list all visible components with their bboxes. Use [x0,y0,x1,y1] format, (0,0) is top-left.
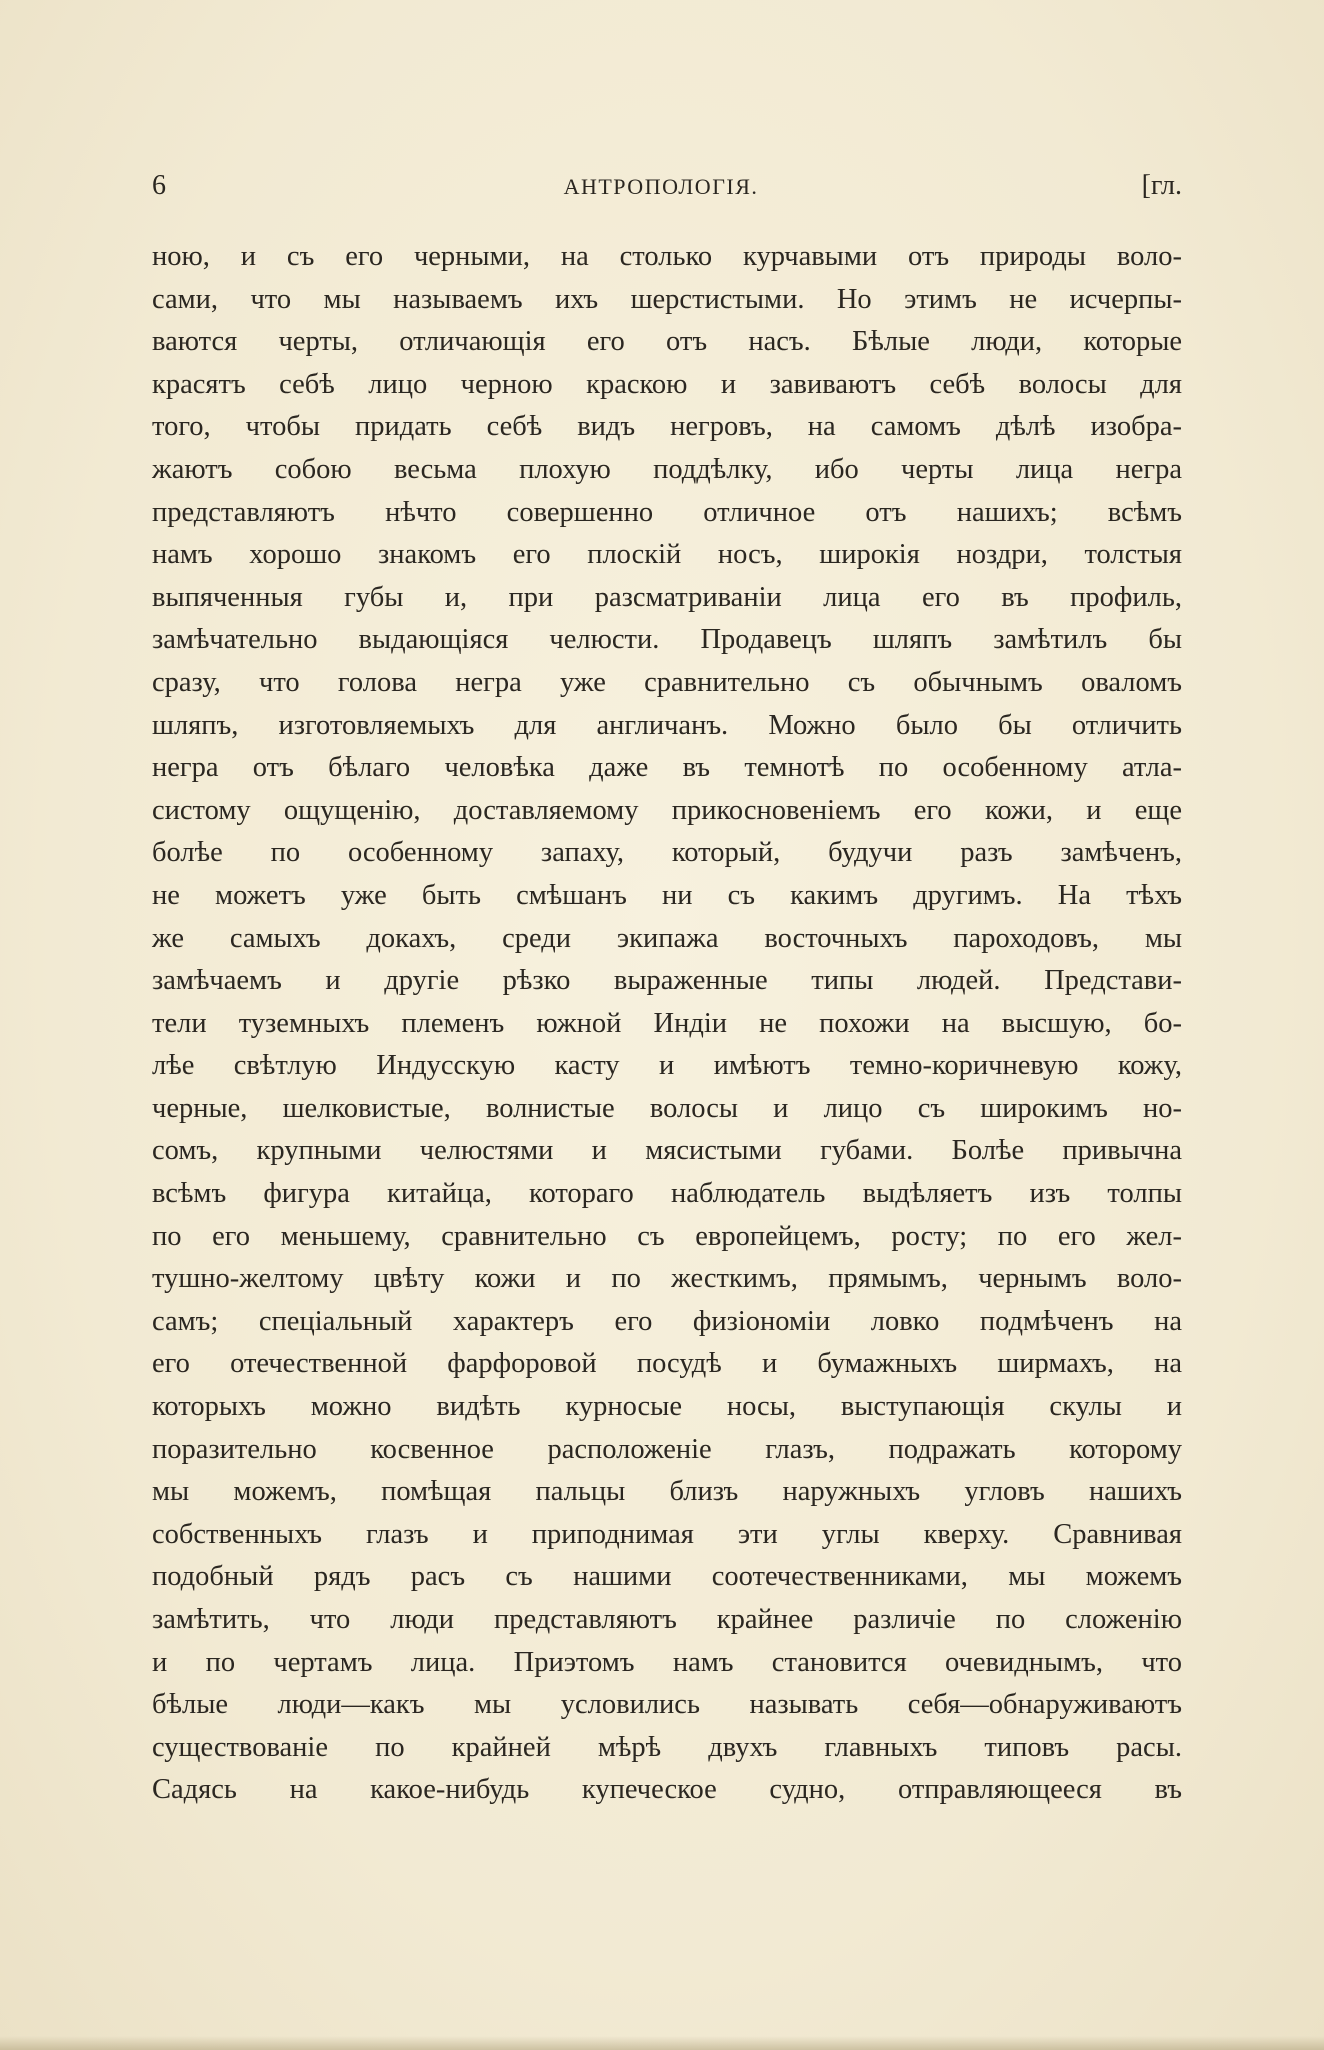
running-head [152,170,1182,210]
text-line: болѣе по особенному запаху, который, будучи разъ замѣченъ, [152,837,1182,869]
text-line: жаютъ собою весьма плохую поддѣлку, ибо черты лица негра [152,453,1182,485]
text-line: шляпъ, изготовляемыхъ для англичанъ. Можно было бы отличить [152,709,1182,741]
text-line: которыхъ можно видѣть курносые носы, выступающія скулы и [152,1391,1182,1423]
text-line: ваются черты, отличающія его отъ насъ. Бѣлые люди, которые [152,326,1182,358]
text-line: сразу, что голова негра уже сравнительно съ обычнымъ оваломъ [152,666,1182,698]
page-edge-shadow [0,2036,1324,2050]
chapter-marker: [гл. [1141,170,1182,201]
text-line: замѣчаемъ и другіе рѣзко выраженные типы людей. Представи- [152,965,1182,997]
running-title: АНТРОПОЛОГІЯ. [563,174,759,199]
text-line: выпяченныя губы и, при разсматриваніи лица его въ профиль, [152,581,1182,613]
text-line: черные, шелковистые, волнистые волосы и лицо съ широкимъ но- [152,1092,1182,1124]
text-line: мы можемъ, помѣщая пальцы близъ наружныхъ угловъ нашихъ [152,1476,1182,1508]
text-line: Садясь на какое-нибудь купеческое судно, отправляющееся въ [152,1774,1182,1806]
text-line: красятъ себѣ лицо черною краскою и завиваютъ себѣ волосы для [152,368,1182,400]
text-line: ною, и съ его черными, на столько курчавыми отъ природы воло- [152,241,1182,272]
body-text [152,236,1182,1812]
text-line: и по чертамъ лица. Приэтомъ намъ становится очевиднымъ, что [152,1646,1182,1678]
text-line: представляютъ нѣчто совершенно отличное отъ нашихъ; всѣмъ [152,496,1182,528]
text-line: замѣчательно выдающіяся челюсти. Продавецъ шляпъ замѣтилъ бы [152,624,1182,656]
text-line: лѣе свѣтлую Индусскую касту и имѣютъ темно-коричневую кожу, [152,1050,1182,1082]
text-line: тели туземныхъ племенъ южной Индіи не похожи на высшую, бо- [152,1007,1182,1039]
text-line: всѣмъ фигура китайца, котораго наблюдатель выдѣляетъ изъ толпы [152,1178,1182,1210]
text-line: сами, что мы называемъ ихъ шерстистыми. Но этимъ не исчерпы- [152,283,1182,315]
text-line: тушно-желтому цвѣту кожи и по жесткимъ, прямымъ, чернымъ воло- [152,1263,1182,1295]
text-line: самъ; спеціальный характеръ его физіономіи ловко подмѣченъ на [152,1305,1182,1337]
text-line: того, чтобы придать себѣ видъ негровъ, на самомъ дѣлѣ изобра- [152,411,1182,443]
text-line: подобный рядъ расъ съ нашими соотечественниками, мы можемъ [152,1561,1182,1593]
text-line: по его меньшему, сравнительно съ европейцемъ, росту; по его жел- [152,1220,1182,1252]
text-line: бѣлые люди—какъ мы условились называть себя—обнаруживаютъ [152,1689,1182,1721]
text-line: собственныхъ глазъ и приподнимая эти углы кверху. Сравнивая [152,1518,1182,1550]
text-line: его отечественной фарфоровой посудѣ и бумажныхъ ширмахъ, на [152,1348,1182,1380]
text-line: сомъ, крупными челюстями и мясистыми губами. Болѣе привычна [152,1135,1182,1167]
text-line: систому ощущенію, доставляемому прикосновеніемъ его кожи, и еще [152,794,1182,826]
text-line: замѣтить, что люди представляютъ крайнее различіе по сложенію [152,1604,1182,1635]
text-line: же самыхъ докахъ, среди экипажа восточныхъ пароходовъ, мы [152,922,1182,954]
page-number: 6 [152,170,166,201]
text-line: негра отъ бѣлаго человѣка даже въ темнотѣ по особенному атла- [152,752,1182,784]
text-line: поразительно косвенное расположеніе глазъ, подражать которому [152,1433,1182,1465]
text-line: не можетъ уже быть смѣшанъ ни съ какимъ другимъ. На тѣхъ [152,879,1182,911]
text-line: существованіе по крайней мѣрѣ двухъ главныхъ типовъ расы. [152,1731,1182,1763]
text-line: намъ хорошо знакомъ его плоскій носъ, широкія ноздри, толстыя [152,539,1182,571]
